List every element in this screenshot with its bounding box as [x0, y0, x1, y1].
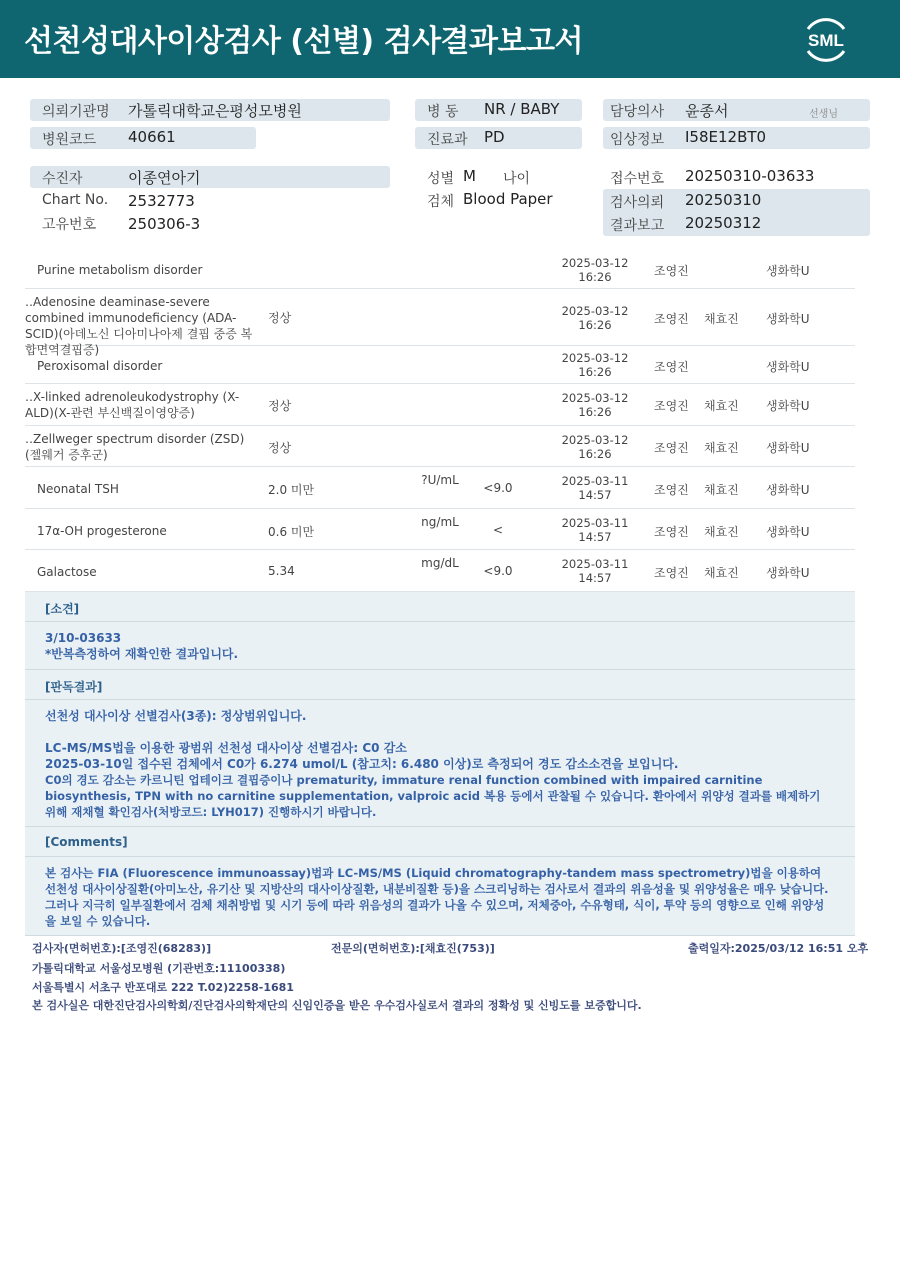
test-result: 정상 [268, 399, 292, 413]
doctor-suffix: 선생님 [809, 109, 838, 120]
lab-dept: 생화학U [766, 566, 810, 580]
interpretation-heading: [판독결과] [25, 670, 855, 700]
sex-value: M [463, 167, 476, 185]
dept-value: PD [484, 128, 505, 146]
test-unit: ?U/mL [421, 473, 459, 487]
footer-tester: 검사자(면허번호):[조영진(68283)] [32, 942, 212, 955]
test-ref: <9.0 [483, 481, 513, 495]
test-date: 2025-03-11 [561, 474, 629, 488]
test-date: 2025-03-12 [561, 391, 629, 405]
logo-text: SML [808, 31, 844, 50]
ward-value: NR / BABY [484, 100, 560, 118]
footer-hospital: 가톨릭대학교 서울성모병원 (기관번호:11100338) [32, 962, 286, 975]
table-row [25, 467, 855, 509]
interpretation-line: 2025-03-10일 접수된 검체에서 C0가 6.274 umol/L (참고치: 6.480 이상)로 측정되어 경도 감소소견을 보입니다. [45, 757, 679, 771]
sex-label: 성별 [427, 171, 455, 187]
confirmer: 채효진 [704, 441, 739, 455]
test-name: ‥Adenosine deaminase-severe combined immunodeficiency (ADA-SCID)(아데노신 디아미나아제 결핍 중증 복합면역결핍증) [25, 295, 253, 357]
tester: 조영진 [654, 483, 689, 497]
test-name: Neonatal TSH [37, 482, 119, 496]
dept-label: 진료과 [427, 132, 468, 148]
patient-label: 수진자 [42, 171, 83, 187]
doctor-label: 담당의사 [610, 104, 665, 120]
table-row [25, 426, 855, 467]
unique-value: 250306-3 [128, 215, 201, 233]
institution-label: 의뢰기관명 [42, 104, 110, 120]
confirmer: 채효진 [704, 566, 739, 580]
specimen-label: 검체 [427, 194, 455, 210]
tester: 조영진 [654, 399, 689, 413]
test-time: 16:26 [578, 447, 612, 461]
confirmer: 채효진 [704, 312, 739, 326]
lab-dept: 생화학U [766, 483, 810, 497]
tester: 조영진 [654, 525, 689, 539]
specimen-value: Blood Paper [463, 190, 553, 208]
test-unit: ng/mL [421, 515, 459, 529]
request-label: 검사의뢰 [610, 195, 665, 211]
hospital-code-value: 40661 [128, 128, 176, 146]
table-row [25, 250, 855, 289]
findings-line: *반복측정하여 재확인한 결과입니다. [45, 647, 239, 661]
report-header [0, 0, 900, 78]
table-row [25, 384, 855, 426]
unique-label: 고유번호 [42, 217, 97, 233]
test-name: Purine metabolism disorder [37, 263, 203, 277]
report-value: 20250312 [685, 214, 762, 232]
test-date: 2025-03-12 [561, 351, 629, 365]
receipt-label: 접수번호 [610, 171, 665, 187]
report-title: 선천성대사이상검사 (선별) 검사결과보고서 [24, 24, 583, 59]
lab-dept: 생화학U [766, 360, 810, 374]
interpretation-body [25, 700, 855, 827]
test-time: 16:26 [578, 365, 612, 379]
table-row [25, 509, 855, 550]
tester: 조영진 [654, 566, 689, 580]
doctor-value: 윤종서 [685, 102, 729, 120]
test-date: 2025-03-12 [561, 433, 629, 447]
request-value: 20250310 [685, 191, 762, 209]
confirmer: 채효진 [704, 525, 739, 539]
test-date: 2025-03-11 [561, 557, 629, 571]
test-date: 2025-03-12 [561, 304, 629, 318]
test-ref: <9.0 [483, 564, 513, 578]
ward-label: 병 동 [427, 104, 459, 120]
test-result: 2.0 미만 [268, 483, 315, 497]
lab-dept: 생화학U [766, 525, 810, 539]
lab-dept: 생화학U [766, 441, 810, 455]
footer-specialist: 전문의(면허번호):[채효진(753)] [331, 942, 495, 955]
tester: 조영진 [654, 312, 689, 326]
confirmer: 채효진 [704, 399, 739, 413]
findings-body [25, 622, 855, 670]
tester: 조영진 [654, 360, 689, 374]
lab-dept: 생화학U [766, 399, 810, 413]
lab-dept: 생화학U [766, 264, 810, 278]
patient-pill [30, 166, 390, 188]
chart-value: 2532773 [128, 192, 195, 210]
patient-value: 이종연아기 [128, 169, 201, 187]
test-result: 0.6 미만 [268, 525, 315, 539]
chart-label: Chart No. [42, 192, 109, 208]
test-time: 16:26 [578, 270, 612, 284]
test-result: 정상 [268, 441, 292, 455]
table-row [25, 289, 855, 357]
test-unit: mg/dL [421, 556, 459, 570]
findings-line: 3/10-03633 [45, 631, 122, 645]
sml-logo-icon [798, 11, 854, 67]
test-time: 16:26 [578, 405, 612, 419]
tester: 조영진 [654, 441, 689, 455]
age-label: 나이 [503, 171, 531, 187]
comments-heading: [Comments] [25, 827, 855, 857]
lab-dept: 생화학U [766, 312, 810, 326]
table-row [25, 550, 855, 592]
interpretation-line: C0의 경도 감소는 카르니틴 업테이크 결핍증이나 prematurity, immature renal function combined with impaired carnitine biosynthesis, TPN with no carnitine supplementation, valproic acid 복용 등에서 관찰될 수 있습니다. 환아에서 위양성 결과를 배제하기 위해 재채혈 확인검사(처방코드: LYH017) 진행하시기 바랍니다. [45, 773, 821, 819]
receipt-value: 20250310-03633 [685, 167, 815, 185]
test-time: 16:26 [578, 318, 612, 332]
test-name: 17α-OH progesterone [37, 524, 167, 538]
comments-text: 본 검사는 FIA (Fluorescence immunoassay)법과 LC-MS/MS (Liquid chromatography-tandem mass spectrometry)법을 이용하여 선천성 대사이상질환(아미노산, 유기산 및 지방산의 대사이상질환, 내분비질환 등)을 스크리닝하는 검사로서 결과의 위음성율 및 위양성율은 매우 낮습니다. 그러나 지극히 일부질환에서 검체 채취방법 및 시기 등에 따라 위음성의 결과가 나올 수 있으며, 저체중아, 수유형태, 식이, 투약 등의 영향으로 인해 위양성을 보일 수 있습니다. [45, 866, 829, 928]
report-label: 결과보고 [610, 218, 665, 234]
test-result: 정상 [268, 311, 292, 325]
results-table [25, 250, 855, 592]
findings-heading: [소견] [25, 592, 855, 622]
clinical-value: I58E12BT0 [685, 128, 767, 146]
test-name: ‥X-linked adrenoleukodystrophy (X-ALD)(X-관련 부신백질이영양증) [25, 390, 240, 420]
test-time: 14:57 [578, 530, 612, 544]
institution-value: 가톨릭대학교은평성모병원 [128, 102, 302, 120]
footer-printed: 출력일자:2025/03/12 16:51 오후 [688, 942, 869, 955]
footer-address: 서울특별시 서초구 반포대로 222 T.02)2258-1681 [32, 981, 294, 994]
test-time: 14:57 [578, 488, 612, 502]
table-row [25, 346, 855, 384]
test-name: Galactose [37, 565, 97, 579]
test-ref: < [492, 523, 504, 537]
test-date: 2025-03-12 [561, 256, 629, 270]
test-name: ‥Zellweger spectrum disorder (ZSD)(젤웨거 증후군) [25, 432, 245, 462]
test-date: 2025-03-11 [561, 516, 629, 530]
test-time: 14:57 [578, 571, 612, 585]
interpretation-line: LC-MS/MS법을 이용한 광범위 선천성 대사이상 선별검사: C0 감소 [45, 741, 407, 755]
tester: 조영진 [654, 264, 689, 278]
test-result: 5.34 [268, 564, 295, 578]
hospital-code-label: 병원코드 [42, 132, 97, 148]
clinical-label: 임상정보 [610, 132, 665, 148]
test-name: Peroxisomal disorder [37, 359, 163, 373]
confirmer: 채효진 [704, 483, 739, 497]
footer-cert: 본 검사실은 대한진단검사의학회/진단검사의학재단의 신임인증을 받은 우수검사실로서 결과의 정확성 및 신빙도를 보증합니다. [32, 999, 642, 1012]
interpretation-line: 선천성 대사이상 선별검사(3종): 정상범위입니다. [45, 709, 307, 723]
comments-body [25, 857, 855, 936]
